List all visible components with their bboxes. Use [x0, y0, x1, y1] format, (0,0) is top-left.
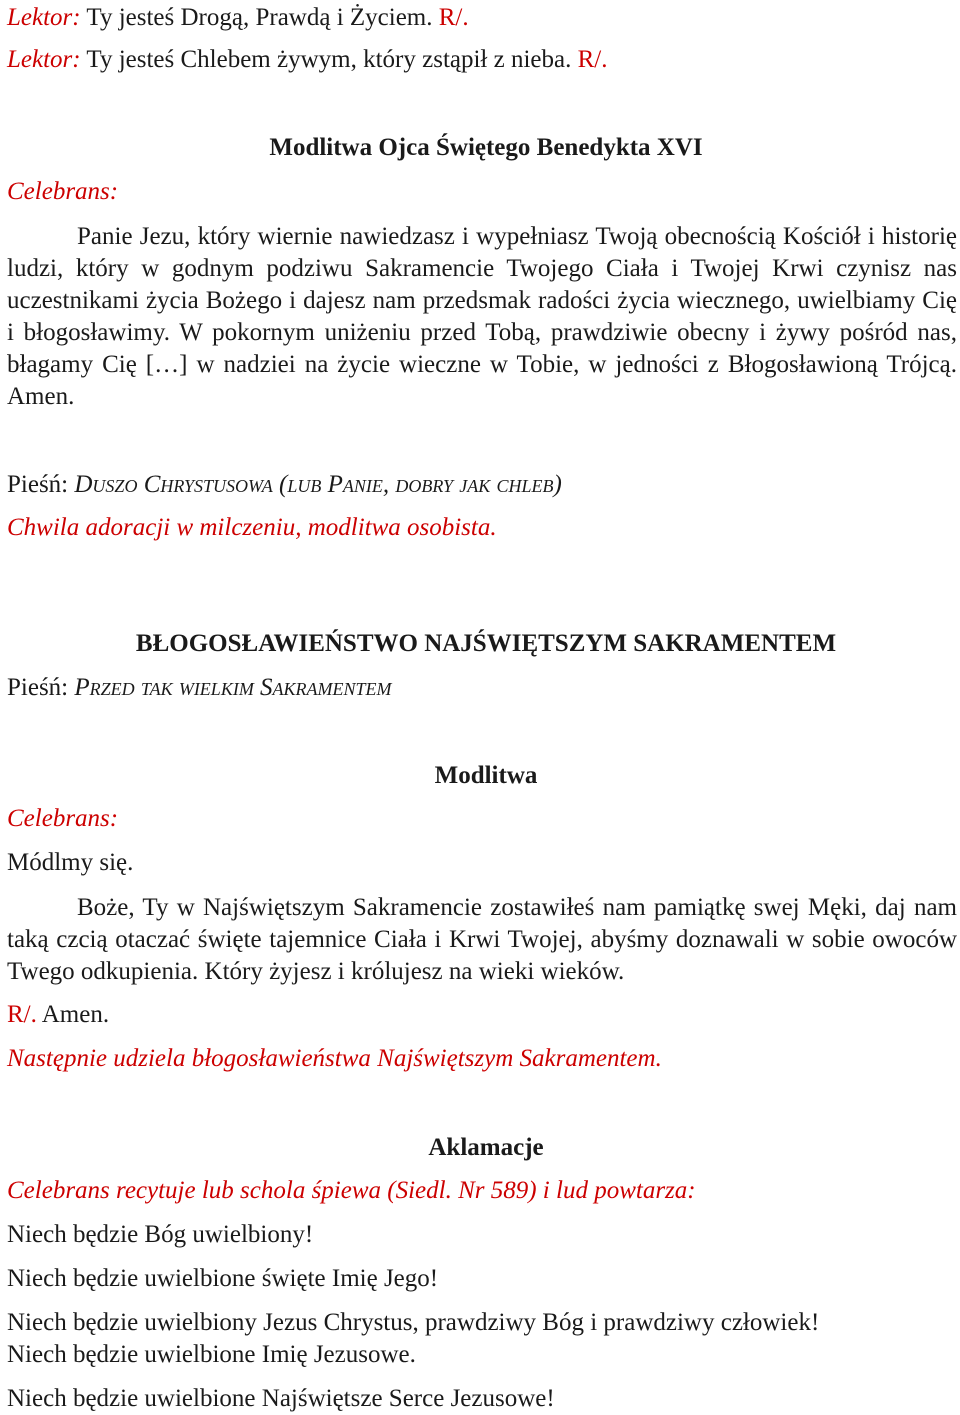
blessing-song-line — [7, 672, 392, 704]
blessing-heading: BŁOGOSŁAWIEŃSTWO NAJŚWIĘTSZYM SAKRAMENTEM — [135, 630, 837, 657]
prayer-invitation: Módlmy się. — [7, 849, 134, 876]
acclamation-item: Niech będzie Bóg uwielbiony! — [7, 1221, 314, 1248]
adoration-note: Chwila adoracji w milczeniu, modlitwa osobista. — [7, 514, 497, 541]
song-line — [7, 469, 562, 501]
celebrans-label: Celebrans: — [7, 178, 119, 205]
acclamation-item: Niech będzie uwielbione Imię Jezusowe. — [7, 1341, 416, 1368]
response-label: R/. — [7, 1001, 37, 1028]
acclamations-rubric: Celebrans recytuje lub schola śpiewa (Siedl. Nr 589) i lud powtarza: — [7, 1177, 696, 1204]
song-label: Pieśń: — [7, 471, 69, 498]
prayer2-heading: Modlitwa — [434, 762, 538, 789]
song-label: Pieśń: — [7, 674, 69, 701]
prayer2-text: Boże, Ty w Najświętszym Sakramencie zostawiłeś nam pamiątkę swej Męki, daj nam taką czcią otaczać święte tajemnice Ciała i Krwi Twojej, abyśmy doznawali w sobie owoców Twego odkupienia. Który żyjesz i królujesz na wieki wieków. — [7, 894, 957, 985]
lektor-text: Ty jesteś Drogą, Prawdą i Życiem. — [86, 4, 433, 31]
response-mark: R/. — [438, 4, 469, 31]
lektor-line-1 — [7, 2, 469, 34]
song-title: Przed tak wielkim Sakramentem — [74, 674, 392, 701]
acclamation-item: Niech będzie uwielbione święte Imię Jego! — [7, 1265, 439, 1292]
acclamation-item: Niech będzie uwielbione Najświętsze Serce Jezusowe! — [7, 1385, 555, 1412]
prayer-text: Panie Jezu, który wiernie nawiedzasz i wypełniasz Twoją obecnością Kościół i historię ludzi, który w godnym podziwu Sakramencie Twojego Ciała i Twojej Krwi czynisz nas uczestnikami życia Bożego i dajesz nam przedsmak radości życia wiecznego, uwielbiamy Cię i błogosławimy. W pokornym uniżeniu przed Tobą, prawdziwie obecny i żywy pośród nas, błagamy Cię […] w nadziei na życie wieczne w Tobie, w jedności z Błogosławioną Trójcą. Amen. — [7, 223, 957, 410]
acclamations-heading: Aklamacje — [428, 1134, 544, 1161]
song-title: Duszo Chrystusowa (lub Panie, dobry jak chleb) — [74, 471, 562, 498]
lektor-text: Ty jesteś Chlebem żywym, który zstąpił z nieba. — [86, 46, 572, 73]
response-mark: R/. — [577, 46, 608, 73]
lektor-label: Lektor: — [7, 46, 81, 73]
lektor-line-2 — [7, 44, 607, 76]
prayer-heading: Modlitwa Ojca Świętego Benedykta XVI — [269, 134, 703, 161]
blessing-rubric: Następnie udziela błogosławieństwa Najświętszym Sakramentem. — [7, 1045, 662, 1072]
lektor-label: Lektor: — [7, 4, 81, 31]
response-text: Amen. — [41, 1001, 110, 1028]
acclamation-item: Niech będzie uwielbiony Jezus Chrystus, prawdziwy Bóg i prawdziwy człowiek! — [7, 1309, 820, 1336]
response-line — [7, 999, 109, 1031]
celebrans-label: Celebrans: — [7, 805, 119, 832]
